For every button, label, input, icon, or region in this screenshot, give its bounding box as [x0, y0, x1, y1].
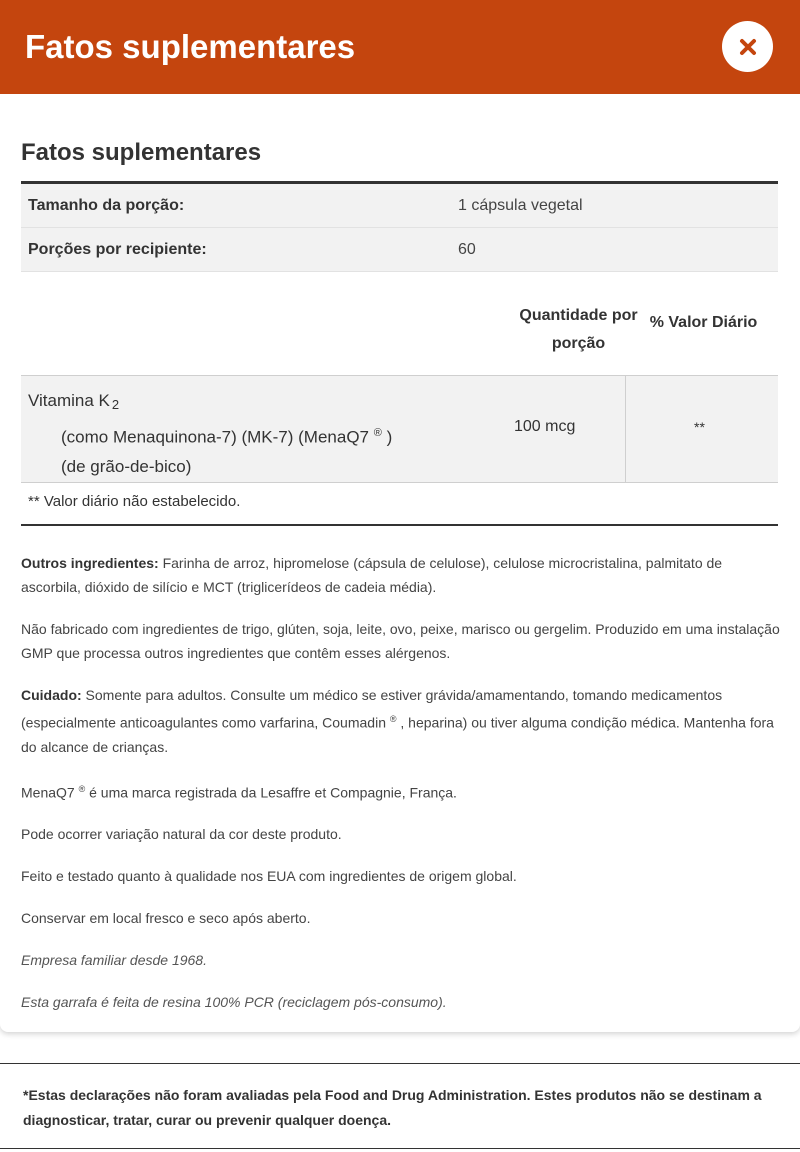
- modal-header: [0, 0, 800, 94]
- trademark-text: é uma marca registrada da Lesaffre et Compagnie, França.: [89, 784, 457, 801]
- close-icon: [738, 37, 758, 57]
- nutrient-row: [21, 376, 778, 483]
- serving-size-label: Tamanho da porção:: [28, 197, 185, 214]
- amount-header-line1: Quantidade por: [519, 307, 638, 324]
- nutrient-subscript: 2: [111, 397, 120, 412]
- caution-registered-mark: ®: [389, 714, 397, 724]
- nutrient-detail-line2: (de grão-de-bico): [61, 456, 192, 476]
- nutrient-detail-line1: [28, 419, 392, 452]
- allergen-statement: Não fabricado com ingredientes de trigo, glúten, soja, leite, ovo, peixe, marisco ou gergelim. Produzido em uma instalação GMP que processa outros ingredientes que contêm esses alérgenos.: [21, 621, 780, 661]
- nutrient-amount: 100 mcg: [514, 418, 576, 435]
- caution-text-a: Somente para adultos. Consulte um médico se estiver grávida/amamentando, tomando medicamentos (especialmente anticoagulantes como varfarina, Coumadin: [21, 687, 723, 731]
- made-in-note: Feito e testado quanto à qualidade nos EUA com ingredientes de origem global.: [21, 868, 517, 885]
- caution-label: Cuidado:: [21, 687, 82, 703]
- color-variation-note: Pode ocorrer variação natural da cor deste produto.: [21, 826, 342, 843]
- trademark-registered-mark: ®: [78, 783, 86, 794]
- daily-value-footnote: ** Valor diário não estabelecido.: [28, 493, 241, 510]
- supplement-facts-table: [21, 181, 778, 526]
- servings-per-container-row: [21, 228, 778, 272]
- other-ingredients-text: Farinha de arroz, hipromelose (cápsula de celulose), celulose microcristalina, palmitato de ascorbila, dióxido de silício e MCT (triglicerídeos de cadeia média).: [21, 555, 723, 595]
- nutrient-daily-value: **: [694, 419, 705, 435]
- serving-size-value: 1 cápsula vegetal: [458, 197, 583, 214]
- amount-header-row: [21, 272, 778, 376]
- column-divider: [625, 376, 626, 482]
- disclaimer-text: *Estas declarações não foram avaliadas pela Food and Drug Administration. Estes produtos não se destinam a diagnosticar, tratar, curar ou prevenir qualquer doença.: [23, 1087, 762, 1128]
- caution-statement: [21, 683, 781, 759]
- other-ingredients: [21, 551, 781, 599]
- trademark-statement: [21, 777, 781, 805]
- footnote-row: [21, 483, 778, 526]
- other-ingredients-label: Outros ingredientes:: [21, 555, 159, 571]
- modal-title: Fatos suplementares: [25, 28, 356, 65]
- nutrient-name: Vitamina K: [28, 391, 110, 410]
- family-company-note: Empresa familiar desde 1968.: [21, 952, 207, 969]
- daily-value-header: % Valor Diário: [649, 314, 758, 331]
- close-button[interactable]: [722, 21, 773, 72]
- nutrient-detail-text: (como Menaquinona-7) (MK-7) (MenaQ7: [61, 427, 370, 447]
- servings-value: 60: [458, 241, 476, 258]
- nutrient-name-cell: [28, 386, 392, 481]
- nutrient-detail-close: ): [386, 427, 393, 447]
- bottle-note: Esta garrafa é feita de resina 100% PCR (reciclagem pós-consumo).: [21, 994, 447, 1011]
- registered-mark: ®: [373, 427, 382, 439]
- amount-header-line2: porção: [551, 335, 606, 352]
- storage-note: Conservar em local fresco e seco após aberto.: [21, 910, 311, 927]
- serving-size-row: [21, 184, 778, 228]
- trademark-name: MenaQ7: [21, 784, 75, 801]
- product-info: [21, 551, 781, 1032]
- caution-text-b: , heparina) ou tiver alguma condição médica. Mantenha fora do alcance de crianças.: [21, 714, 774, 755]
- facts-title: Fatos suplementares: [21, 139, 262, 166]
- fda-disclaimer: [0, 1063, 800, 1149]
- servings-label: Porções por recipiente:: [28, 241, 207, 258]
